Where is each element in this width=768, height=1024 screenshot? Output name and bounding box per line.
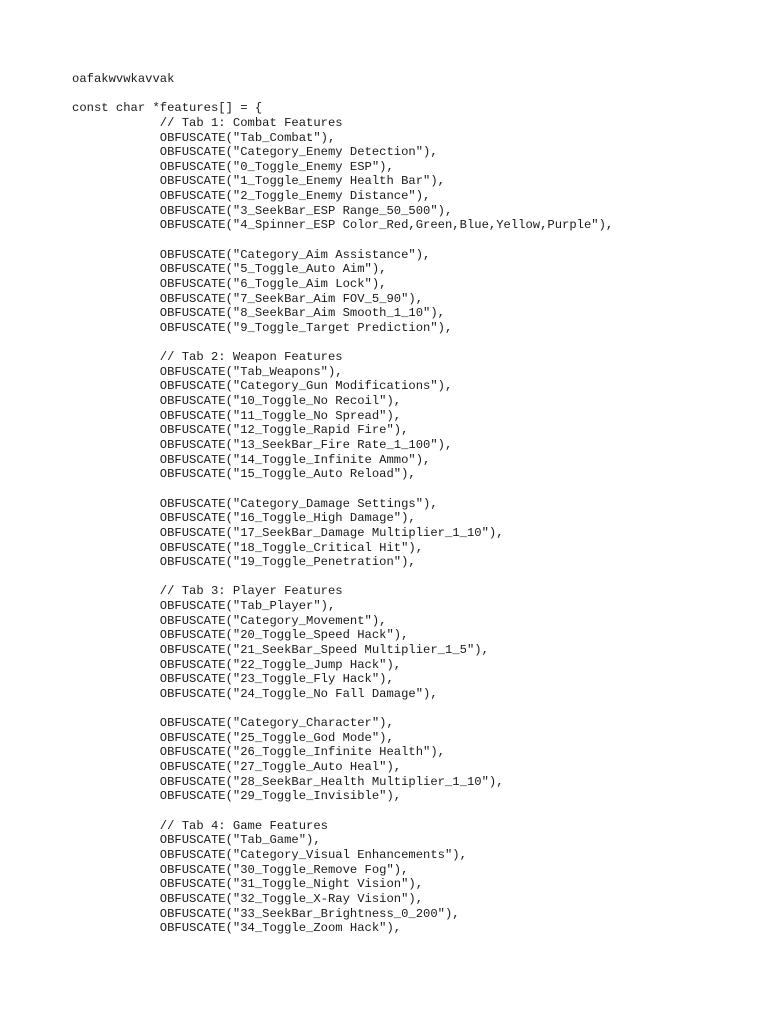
code-line: OBFUSCATE("Category_Gun Modifications"), — [72, 379, 453, 394]
code-line: OBFUSCATE("Category_Visual Enhancements"), — [72, 847, 467, 862]
code-line: OBFUSCATE("23_Toggle_Fly Hack"), — [72, 672, 394, 687]
code-line: OBFUSCATE("21_SeekBar_Speed Multiplier_1_5"), — [72, 642, 489, 657]
code-line: OBFUSCATE("19_Toggle_Penetration"), — [72, 555, 416, 570]
code-line: OBFUSCATE("1_Toggle_Enemy Health Bar"), — [72, 174, 445, 189]
code-line: OBFUSCATE("Category_Damage Settings"), — [72, 496, 438, 511]
code-line: OBFUSCATE("Category_Character"), — [72, 716, 394, 731]
code-line: OBFUSCATE("Category_Movement"), — [72, 613, 387, 628]
code-line: OBFUSCATE("24_Toggle_No Fall Damage"), — [72, 686, 438, 701]
code-line: OBFUSCATE("5_Toggle_Auto Aim"), — [72, 262, 387, 277]
code-line: OBFUSCATE("13_SeekBar_Fire Rate_1_100"), — [72, 438, 453, 453]
code-line: OBFUSCATE("7_SeekBar_Aim FOV_5_90"), — [72, 291, 424, 306]
code-line — [72, 702, 613, 717]
code-line: OBFUSCATE("30_Toggle_Remove Fog"), — [72, 862, 409, 877]
code-line: OBFUSCATE("20_Toggle_Speed Hack"), — [72, 628, 409, 643]
code-line: OBFUSCATE("27_Toggle_Auto Heal"), — [72, 760, 402, 775]
code-line: OBFUSCATE("31_Toggle_Night Vision"), — [72, 877, 424, 892]
code-line — [72, 570, 613, 585]
code-line: OBFUSCATE("Tab_Combat"), — [72, 130, 336, 145]
code-line: oafakwvwkavvak — [72, 72, 175, 86]
code-line: OBFUSCATE("Tab_Player"), — [72, 599, 336, 614]
code-line: OBFUSCATE("11_Toggle_No Spread"), — [72, 408, 402, 423]
code-line: OBFUSCATE("0_Toggle_Enemy ESP"), — [72, 159, 394, 174]
code-line: OBFUSCATE("Category_Aim Assistance"), — [72, 247, 431, 262]
code-listing — [72, 72, 613, 936]
code-line: // Tab 4: Game Features — [72, 818, 328, 833]
code-line: OBFUSCATE("22_Toggle_Jump Hack"), — [72, 657, 402, 672]
code-line: OBFUSCATE("18_Toggle_Critical Hit"), — [72, 540, 424, 555]
code-line: OBFUSCATE("Tab_Weapons"), — [72, 364, 343, 379]
code-line — [72, 482, 613, 497]
code-line: OBFUSCATE("3_SeekBar_ESP Range_50_500"), — [72, 203, 453, 218]
code-line — [72, 87, 613, 102]
code-line: OBFUSCATE("4_Spinner_ESP Color_Red,Green,Blue,Yellow,Purple"), — [72, 218, 614, 233]
code-line: OBFUSCATE("Tab_Game"), — [72, 833, 321, 848]
code-line: OBFUSCATE("26_Toggle_Infinite Health"), — [72, 745, 445, 760]
code-line: OBFUSCATE("29_Toggle_Invisible"), — [72, 789, 402, 804]
code-line: OBFUSCATE("15_Toggle_Auto Reload"), — [72, 467, 416, 482]
code-line: OBFUSCATE("17_SeekBar_Damage Multiplier_1_10"), — [72, 525, 504, 540]
code-line: OBFUSCATE("9_Toggle_Target Prediction"), — [72, 320, 453, 335]
code-line — [72, 233, 613, 248]
code-line: OBFUSCATE("Category_Enemy Detection"), — [72, 145, 438, 160]
code-line: OBFUSCATE("16_Toggle_High Damage"), — [72, 511, 416, 526]
code-line: OBFUSCATE("32_Toggle_X-Ray Vision"), — [72, 891, 424, 906]
code-line: OBFUSCATE("8_SeekBar_Aim Smooth_1_10"), — [72, 306, 445, 321]
code-line — [72, 336, 613, 351]
code-line: // Tab 1: Combat Features — [72, 115, 343, 130]
code-line: OBFUSCATE("12_Toggle_Rapid Fire"), — [72, 423, 409, 438]
code-line: OBFUSCATE("2_Toggle_Enemy Distance"), — [72, 189, 431, 204]
code-line: // Tab 2: Weapon Features — [72, 350, 343, 365]
code-line: OBFUSCATE("33_SeekBar_Brightness_0_200"), — [72, 906, 460, 921]
code-line: OBFUSCATE("25_Toggle_God Mode"), — [72, 730, 394, 745]
code-line: // Tab 3: Player Features — [72, 584, 343, 599]
code-line: OBFUSCATE("34_Toggle_Zoom Hack"), — [72, 921, 402, 936]
code-line: OBFUSCATE("14_Toggle_Infinite Ammo"), — [72, 452, 431, 467]
code-line: OBFUSCATE("10_Toggle_No Recoil"), — [72, 394, 402, 409]
code-line: OBFUSCATE("6_Toggle_Aim Lock"), — [72, 276, 387, 291]
code-line: OBFUSCATE("28_SeekBar_Health Multiplier_1_10"), — [72, 774, 504, 789]
code-line — [72, 804, 613, 819]
code-line: const char *features[] = { — [72, 101, 263, 116]
